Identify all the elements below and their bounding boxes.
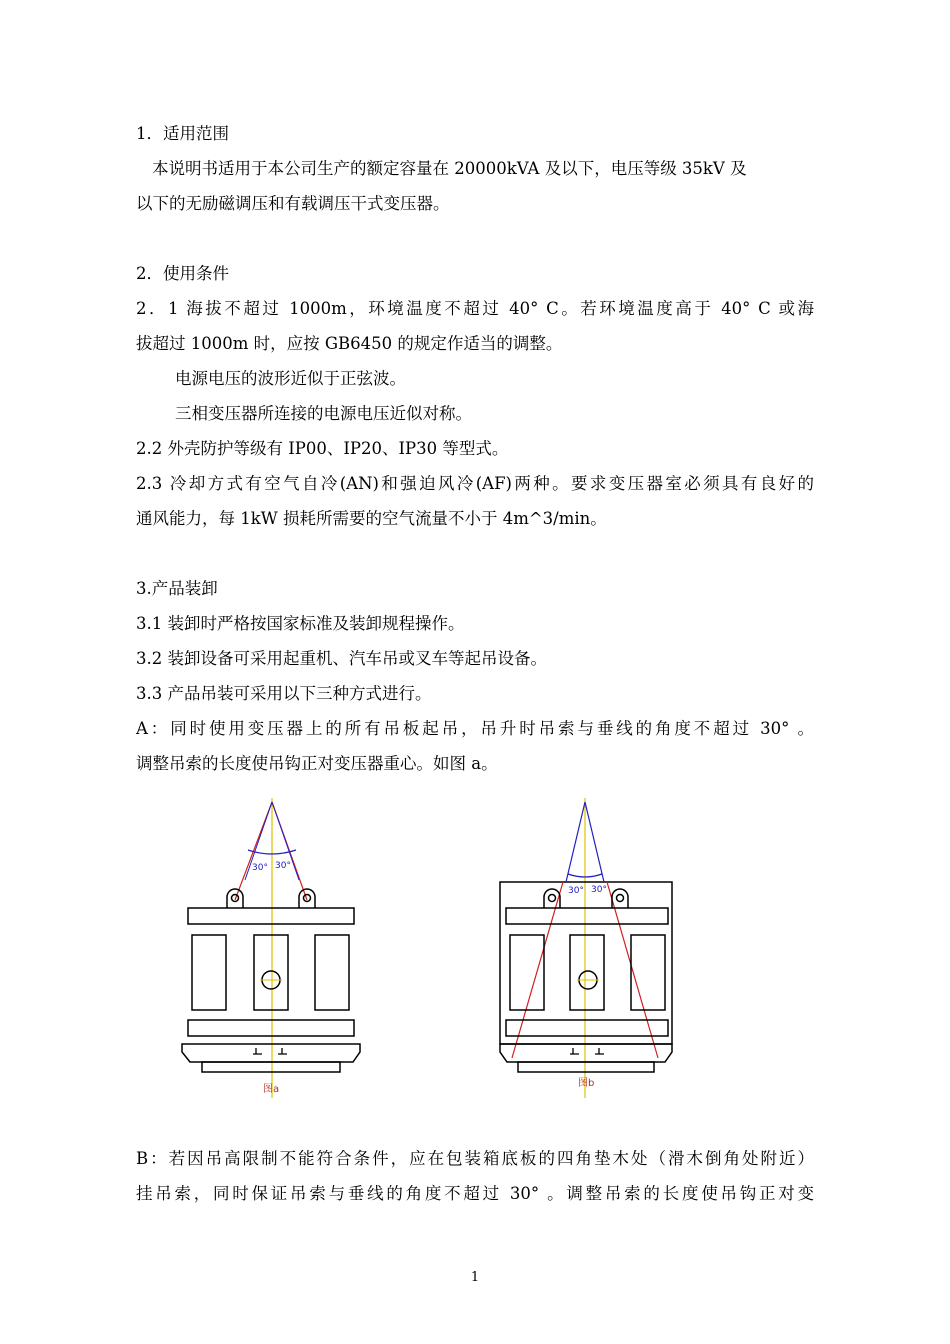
item-b-line2: 挂吊索，同时保证吊索与垂线的角度不超过 30° 。调整吊索的长度使吊钩正对变 [136, 1184, 814, 1203]
fig-a-coil-middle [254, 935, 288, 1010]
fig-b-lug-right [612, 889, 628, 908]
item-2-3-line2: 通风能力，每 1kW 损耗所需要的空气流量不小于 4m^3/min。 [136, 509, 607, 528]
figure-a [182, 798, 360, 1098]
fig-b-coil-middle [570, 935, 604, 1010]
section-1-body-line2: 以下的无励磁调压和有载调压干式变压器。 [136, 194, 450, 213]
fig-b-coil-left [510, 935, 544, 1010]
item-2-1-line1: 2．1 海拔不超过 1000m，环境温度不超过 40° C。若环境温度高于 40° C 或海 [136, 299, 814, 318]
item-3-3: 3.3 产品吊装可采用以下三种方式进行。 [136, 684, 432, 703]
page-number: 1 [470, 1270, 480, 1285]
item-a-line2: 调整吊索的长度使吊钩正对变压器重心。如图 a。 [136, 754, 498, 773]
fig-b-coil-right [631, 935, 665, 1010]
item-a-line1: A：同时使用变压器上的所有吊板起吊，吊升时吊索与垂线的角度不超过 30° 。 [136, 719, 814, 738]
item-2-2: 2.2 外壳防护等级有 IP00、IP20、IP30 等型式。 [136, 439, 509, 458]
fig-a-caption: 图a [263, 1084, 280, 1095]
fig-b-caption: 图b [578, 1078, 595, 1089]
section-3-heading: 3.产品装卸 [136, 579, 218, 598]
fig-b-angle-left: 30° [568, 886, 584, 896]
item-2-1-sub1: 电源电压的波形近似于正弦波。 [175, 369, 406, 388]
fig-b-base [500, 1044, 672, 1062]
fig-b-sling-inner-right [585, 802, 604, 882]
item-3-2: 3.2 装卸设备可采用起重机、汽车吊或叉车等起吊设备。 [136, 649, 547, 668]
section-1-heading: 1．适用范围 [136, 124, 229, 143]
fig-a-bottom-yoke [188, 1020, 354, 1036]
item-2-1-line2: 拔超过 1000m 时，应按 GB6450 的规定作适当的调整。 [136, 334, 563, 353]
section-2-heading: 2．使用条件 [136, 264, 229, 283]
item-2-3-line1: 2.3 冷却方式有空气自冷(AN)和强迫风冷(AF)两种。要求变压器室必须具有良好的 [136, 474, 814, 493]
section-1-body-line1: 本说明书适用于本公司生产的额定容量在 20000kVA 及以下，电压等级 35kV 及 [152, 159, 747, 178]
fig-b-sling-inner-left [566, 802, 585, 882]
fig-a-coil-left [192, 935, 226, 1010]
fig-a-angle-right: 30° [275, 861, 291, 871]
fig-a-base [182, 1044, 360, 1062]
fig-b-bottom-yoke [506, 1020, 668, 1036]
fig-a-top-yoke [188, 908, 354, 924]
fig-a-angle-left: 30° [252, 863, 268, 873]
fig-b-top-yoke [506, 908, 668, 924]
item-b-line1: B：若因吊高限制不能符合条件，应在包装箱底板的四角垫木处（滑木倒角处附近） [136, 1149, 814, 1168]
figure-b [500, 798, 672, 1098]
fig-a-coil-right [315, 935, 349, 1010]
item-3-1: 3.1 装卸时严格按国家标准及装卸规程操作。 [136, 614, 465, 633]
fig-b-angle-right: 30° [591, 885, 607, 895]
item-2-1-sub2: 三相变压器所连接的电源电压近似对称。 [175, 404, 472, 423]
lifting-diagrams [170, 790, 690, 1110]
